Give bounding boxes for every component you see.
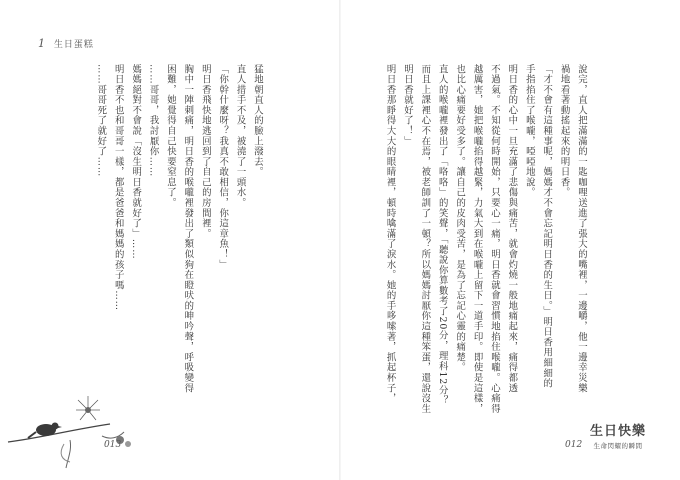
right-page-text-line: 明日香的心中一旦充滿了悲傷與痛苦，就會灼燒一般地痛起來，痛得都透 xyxy=(506,64,518,394)
left-page-text-line: 猛地朝直人的臉上潑去。 xyxy=(252,64,263,178)
left-page-text-line: ……哥哥，我討厭你…… xyxy=(147,64,159,178)
right-page-text-line: 禍地看著動搖起來的明日香。 xyxy=(558,64,570,198)
left-page-text-line: 胸中一陣刺痛，明日香的喉嚨裡發出了類似狗在瞪吠的呻吟聲，呼吸變得 xyxy=(182,64,194,394)
page-gutter xyxy=(339,0,341,480)
right-page-text xyxy=(381,64,590,414)
right-page-text-line: 而且上課裡心不在焉，被老師訓了一頓？所以媽媽討厭你這種笨蛋，還說沒生 xyxy=(419,64,431,414)
left-page-text-line: 「你幹什麼呀？我真不敢相信，你這章魚！」 xyxy=(217,64,229,270)
running-head xyxy=(38,37,94,50)
left-page-text-line: 媽媽絕對不會說「沒生明日香就好了」…… xyxy=(130,64,142,260)
right-page-text-line: 說完，直人把滿滿的一匙咖哩送進了張大的嘴裡，一邊嚼，他一邊幸災樂 xyxy=(576,64,587,394)
left-page-text-line: ……哥哥死了就好了…… xyxy=(95,64,107,178)
logo-title: 生日快樂 xyxy=(589,424,646,439)
right-page-text-line: 手指掐住了喉嚨，啞啞地說。 xyxy=(523,64,535,198)
right-page-text-line: 越厲害，她把喉嚨掐得越緊，力氣大到在喉嚨上留下一道手印。即使是這樣， xyxy=(471,64,483,414)
running-head-title: 生日蛋糕 xyxy=(53,40,94,50)
page-number-right: 012 xyxy=(565,440,583,450)
left-page-text-line: 困難，她覺得自己快要窒息了。 xyxy=(164,64,176,209)
running-head-page-no: 1 xyxy=(38,37,46,50)
left-page-text-line: 明日香不也和哥哥一樣，都是爸爸和媽媽的孩子嗎…… xyxy=(112,64,124,311)
logo-subtitle: 生命閃耀的瞬間 xyxy=(593,442,643,450)
right-page-text-line: 明日香就好了！」 xyxy=(401,64,413,147)
right-page-text-line: 也比心痛要好受多了。讓自己的皮肉受苦，是為了忘記心靈的痛楚。 xyxy=(454,64,466,373)
left-page-text xyxy=(92,64,266,404)
right-page-text-line: 「才不會有這種事呢，媽媽才不會忘記明日香的生日。」明日香用細細的 xyxy=(541,64,553,389)
bird-flower-illustration xyxy=(0,380,160,480)
right-page-text-line: 直人的喉嚨裡發出了「咯咯」的笑聲，「聽說你算數考了20分，理科12分？ xyxy=(436,64,448,406)
left-page-text-line: 明日香飛快地逃回到了自己的房間裡。 xyxy=(199,64,211,239)
page-number-left: 013 xyxy=(104,440,122,450)
right-page-text-line: 不過氣。不知從何時開始，只要心一痛，明日香就會習慣地掐住喉嚨。心痛得 xyxy=(488,64,500,414)
right-page-text-line: 明日香那睜得大大的眼睛裡，頓時噙滿了淚水。她的手哆嗦著，抓起杯子， xyxy=(384,64,396,404)
book-logo xyxy=(588,420,648,462)
left-page-text-line: 直人措手不及，被澆了一頭水。 xyxy=(234,64,246,209)
